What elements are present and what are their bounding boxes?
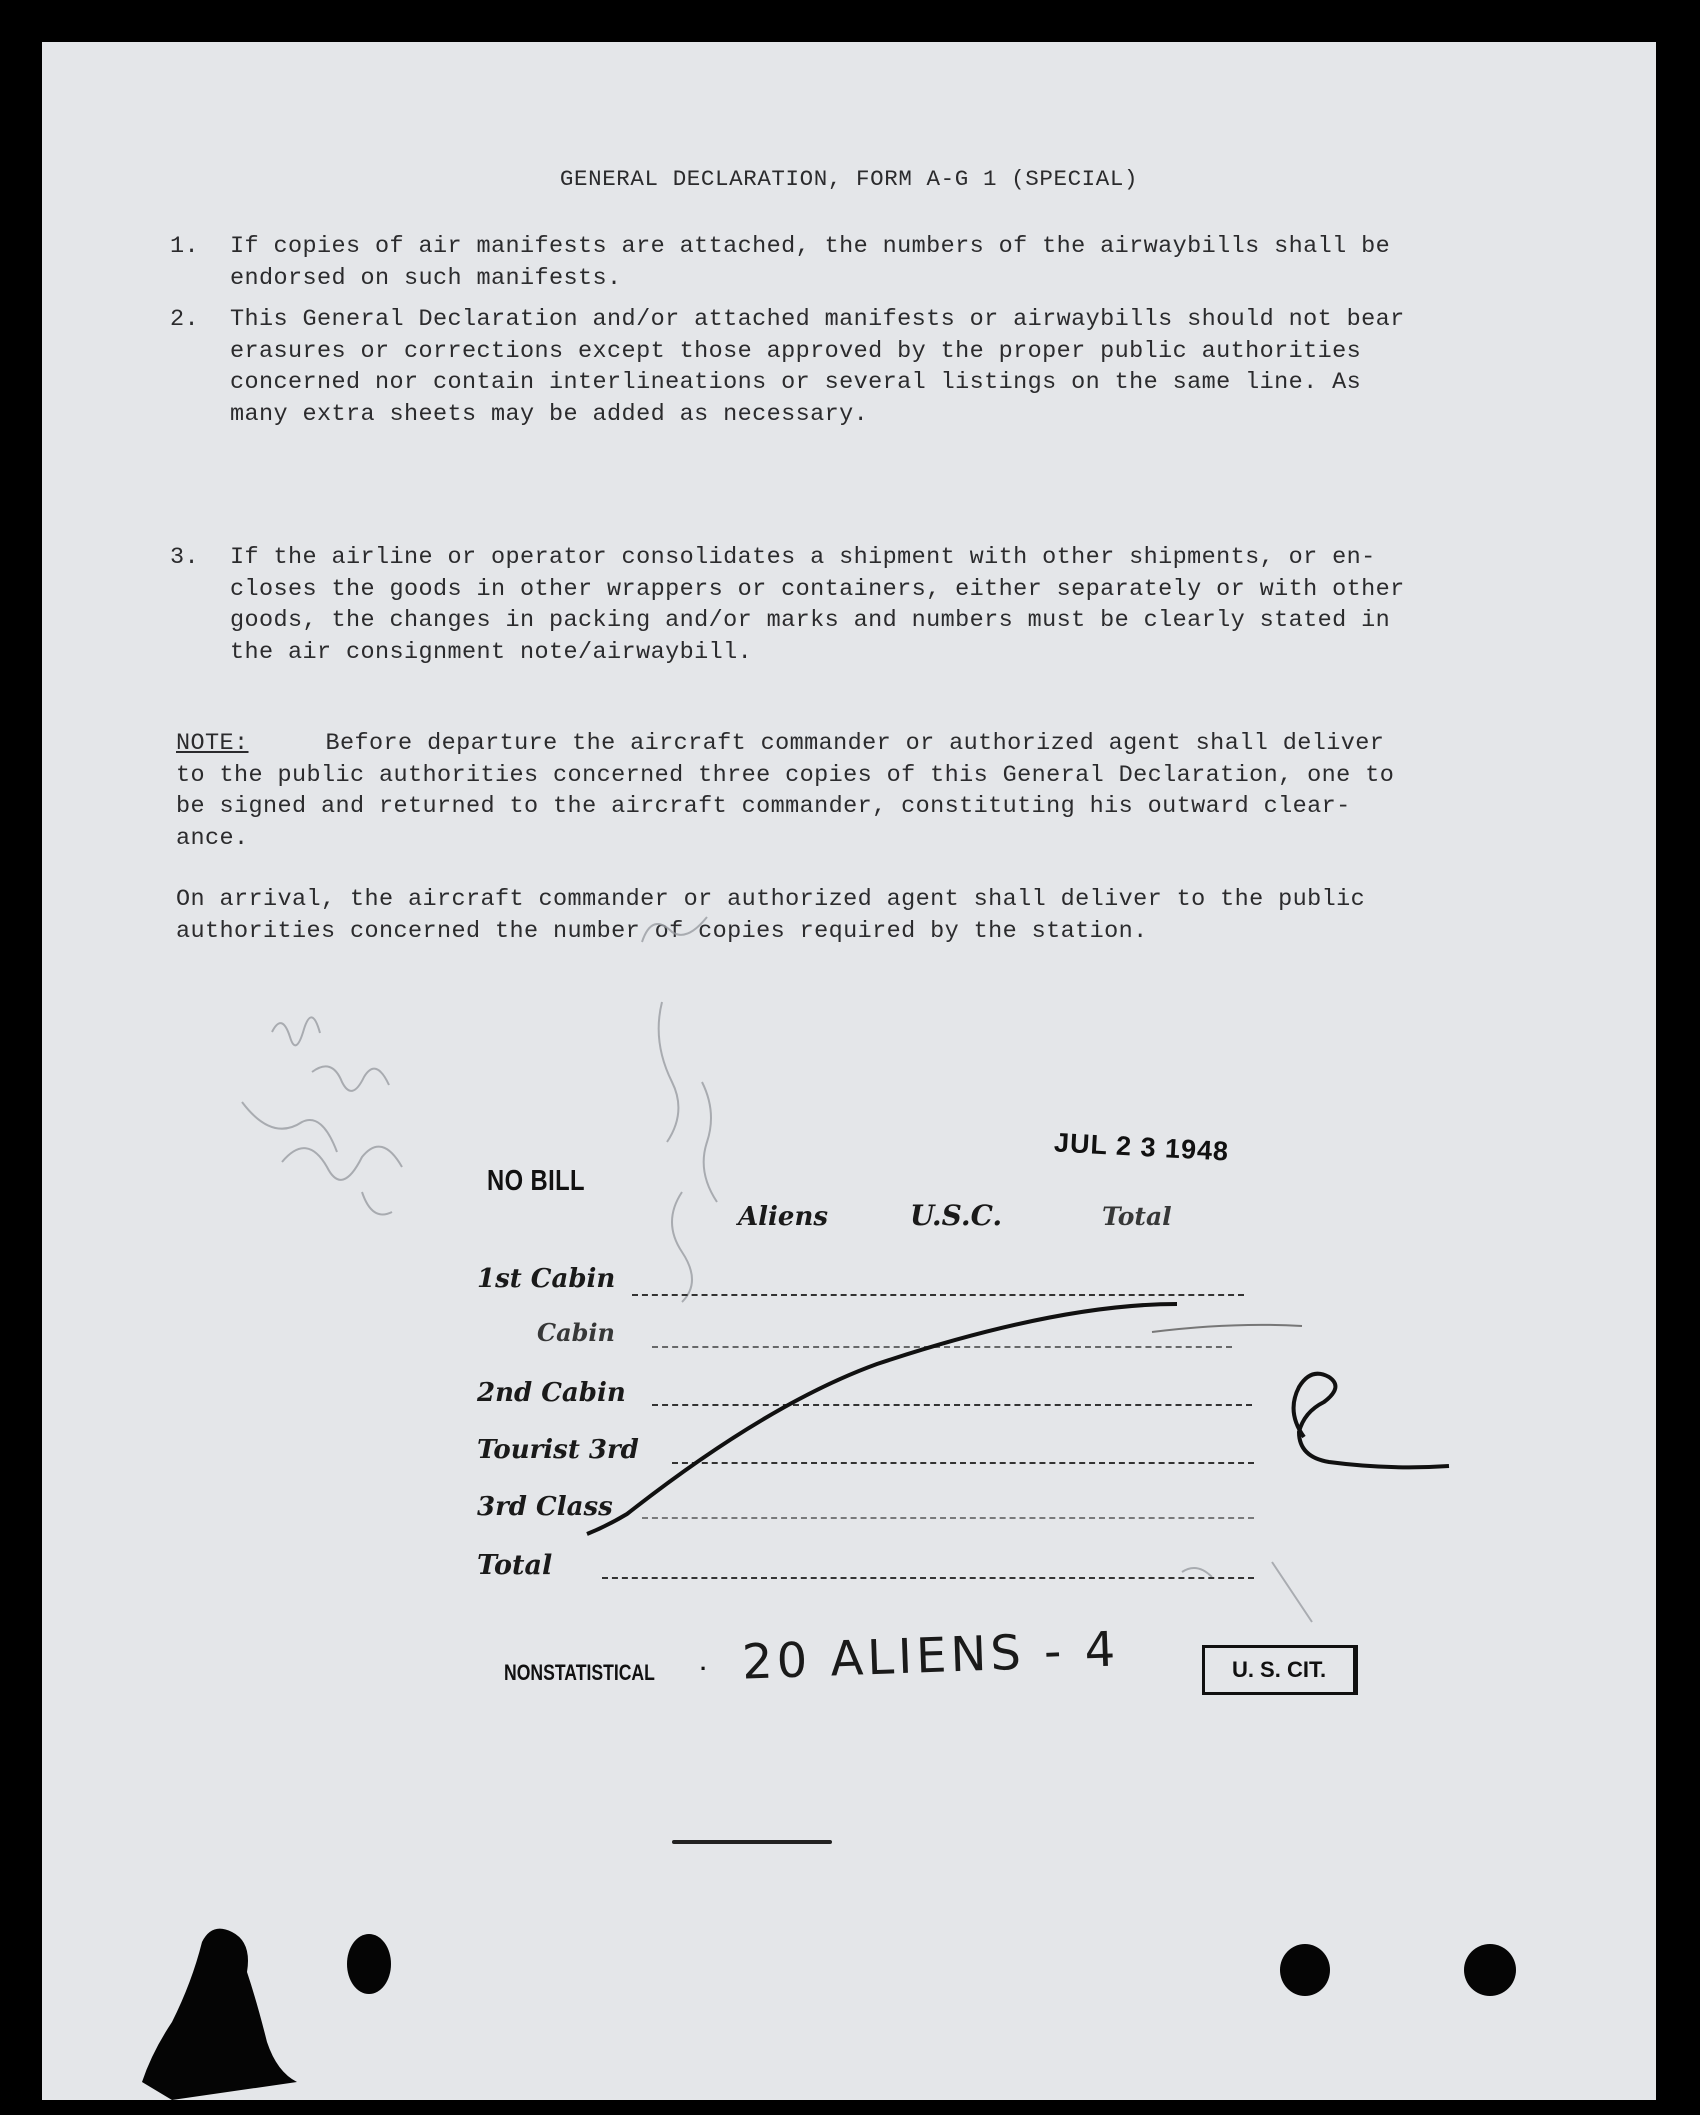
note-label: NOTE: bbox=[176, 730, 249, 757]
form-title: GENERAL DECLARATION, FORM A-G 1 (SPECIAL) bbox=[559, 166, 1139, 192]
date-stamp: JUL 2 3 1948 bbox=[1053, 1127, 1230, 1167]
item-line: If the airline or operator consolidates a shipment with other shipments, or en- bbox=[230, 544, 1376, 571]
torn-corner-blot bbox=[42, 42, 1656, 2100]
nonstatistical-stamp: NONSTATISTICAL bbox=[504, 1660, 655, 1685]
item-line: If copies of air manifests are attached, the numbers of the airwaybills shall be bbox=[230, 233, 1391, 260]
note-line: to the public authorities concerned three copies of this General Declaration, one to bbox=[176, 761, 1395, 789]
item-number: 2. bbox=[170, 306, 200, 333]
no-bill-stamp: NO BILL bbox=[487, 1165, 585, 1197]
us-cit-stamp: U. S. CIT. bbox=[1202, 1645, 1358, 1695]
item-number: 1. bbox=[170, 233, 200, 260]
item-line: goods, the changes in packing and/or marks and numbers must be clearly stated in bbox=[230, 607, 1391, 634]
column-aliens: Aliens bbox=[738, 1202, 829, 1232]
dot-mark: · bbox=[700, 1656, 708, 1681]
item-line: closes the goods in other wrappers or containers, either separately or with other bbox=[230, 575, 1405, 603]
arrival-line: authorities concerned the number of copies required by the station. bbox=[176, 917, 1148, 945]
row-third-class: 3rd Class bbox=[477, 1492, 613, 1522]
item-line: many extra sheets may be added as necessary. bbox=[230, 400, 869, 428]
row-total: Total bbox=[477, 1550, 553, 1581]
item-line: concerned nor contain interlineations or several listings on the same line. As bbox=[230, 369, 1362, 396]
item-line: the air consignment note/airwaybill. bbox=[230, 638, 753, 666]
note-first-line: Before departure the aircraft commander or authorized agent shall deliver bbox=[325, 730, 1385, 757]
note-line: ance. bbox=[176, 824, 249, 852]
row-cabin: Cabin bbox=[537, 1318, 615, 1347]
item-number: 3. bbox=[170, 544, 200, 571]
column-total: Total bbox=[1102, 1202, 1172, 1231]
row-first-cabin: 1st Cabin bbox=[477, 1264, 616, 1294]
document-page bbox=[42, 42, 1656, 2100]
row-second-cabin: 2nd Cabin bbox=[477, 1378, 626, 1408]
item-line: endorsed on such manifests. bbox=[230, 264, 622, 292]
column-usc: U.S.C. bbox=[910, 1199, 1003, 1232]
row-tourist-third: Tourist 3rd bbox=[477, 1435, 639, 1465]
item-line: erasures or corrections except those approved by the proper public authorities bbox=[230, 337, 1362, 365]
item-line: This General Declaration and/or attached manifests or airwaybills should not bear bbox=[230, 306, 1405, 333]
note-line: be signed and returned to the aircraft commander, constituting his outward clear- bbox=[176, 793, 1351, 820]
arrival-line: On arrival, the aircraft commander or authorized agent shall deliver to the public bbox=[176, 886, 1366, 913]
aliens-count-handwriting: 20 ALIENS - 4 bbox=[741, 1621, 1121, 1691]
